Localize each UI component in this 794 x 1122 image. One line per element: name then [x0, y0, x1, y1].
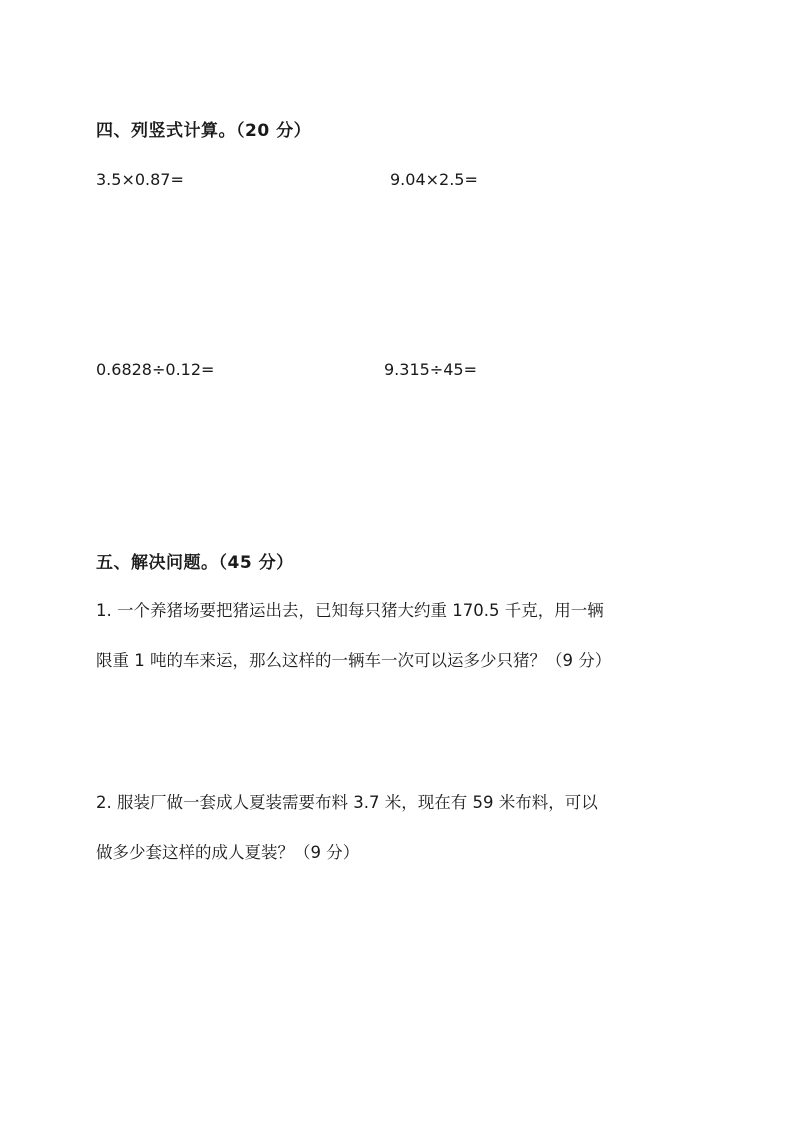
question-2-line-2: 做多少套这样的成人夏装？（9 分）: [96, 843, 360, 862]
problem-4: 9.315÷45=: [384, 360, 477, 379]
problem-1: 3.5×0.87=: [96, 170, 184, 189]
section-5-title: 五、解决问题。（45 分）: [96, 553, 294, 573]
problem-2: 9.04×2.5=: [390, 170, 478, 189]
section-4-title: 四、列竖式计算。（20 分）: [96, 121, 312, 141]
problem-3: 0.6828÷0.12=: [96, 360, 215, 379]
question-1-line-1: 1. 一个养猪场要把猪运出去，已知每只猪大约重 170.5 千克，用一辆: [96, 601, 604, 620]
question-2-line-1: 2. 服装厂做一套成人夏装需要布料 3.7 米，现在有 59 米布料，可以: [96, 793, 598, 812]
question-1-line-2: 限重 1 吨的车来运，那么这样的一辆车一次可以运多少只猪？（9 分）: [96, 651, 612, 670]
